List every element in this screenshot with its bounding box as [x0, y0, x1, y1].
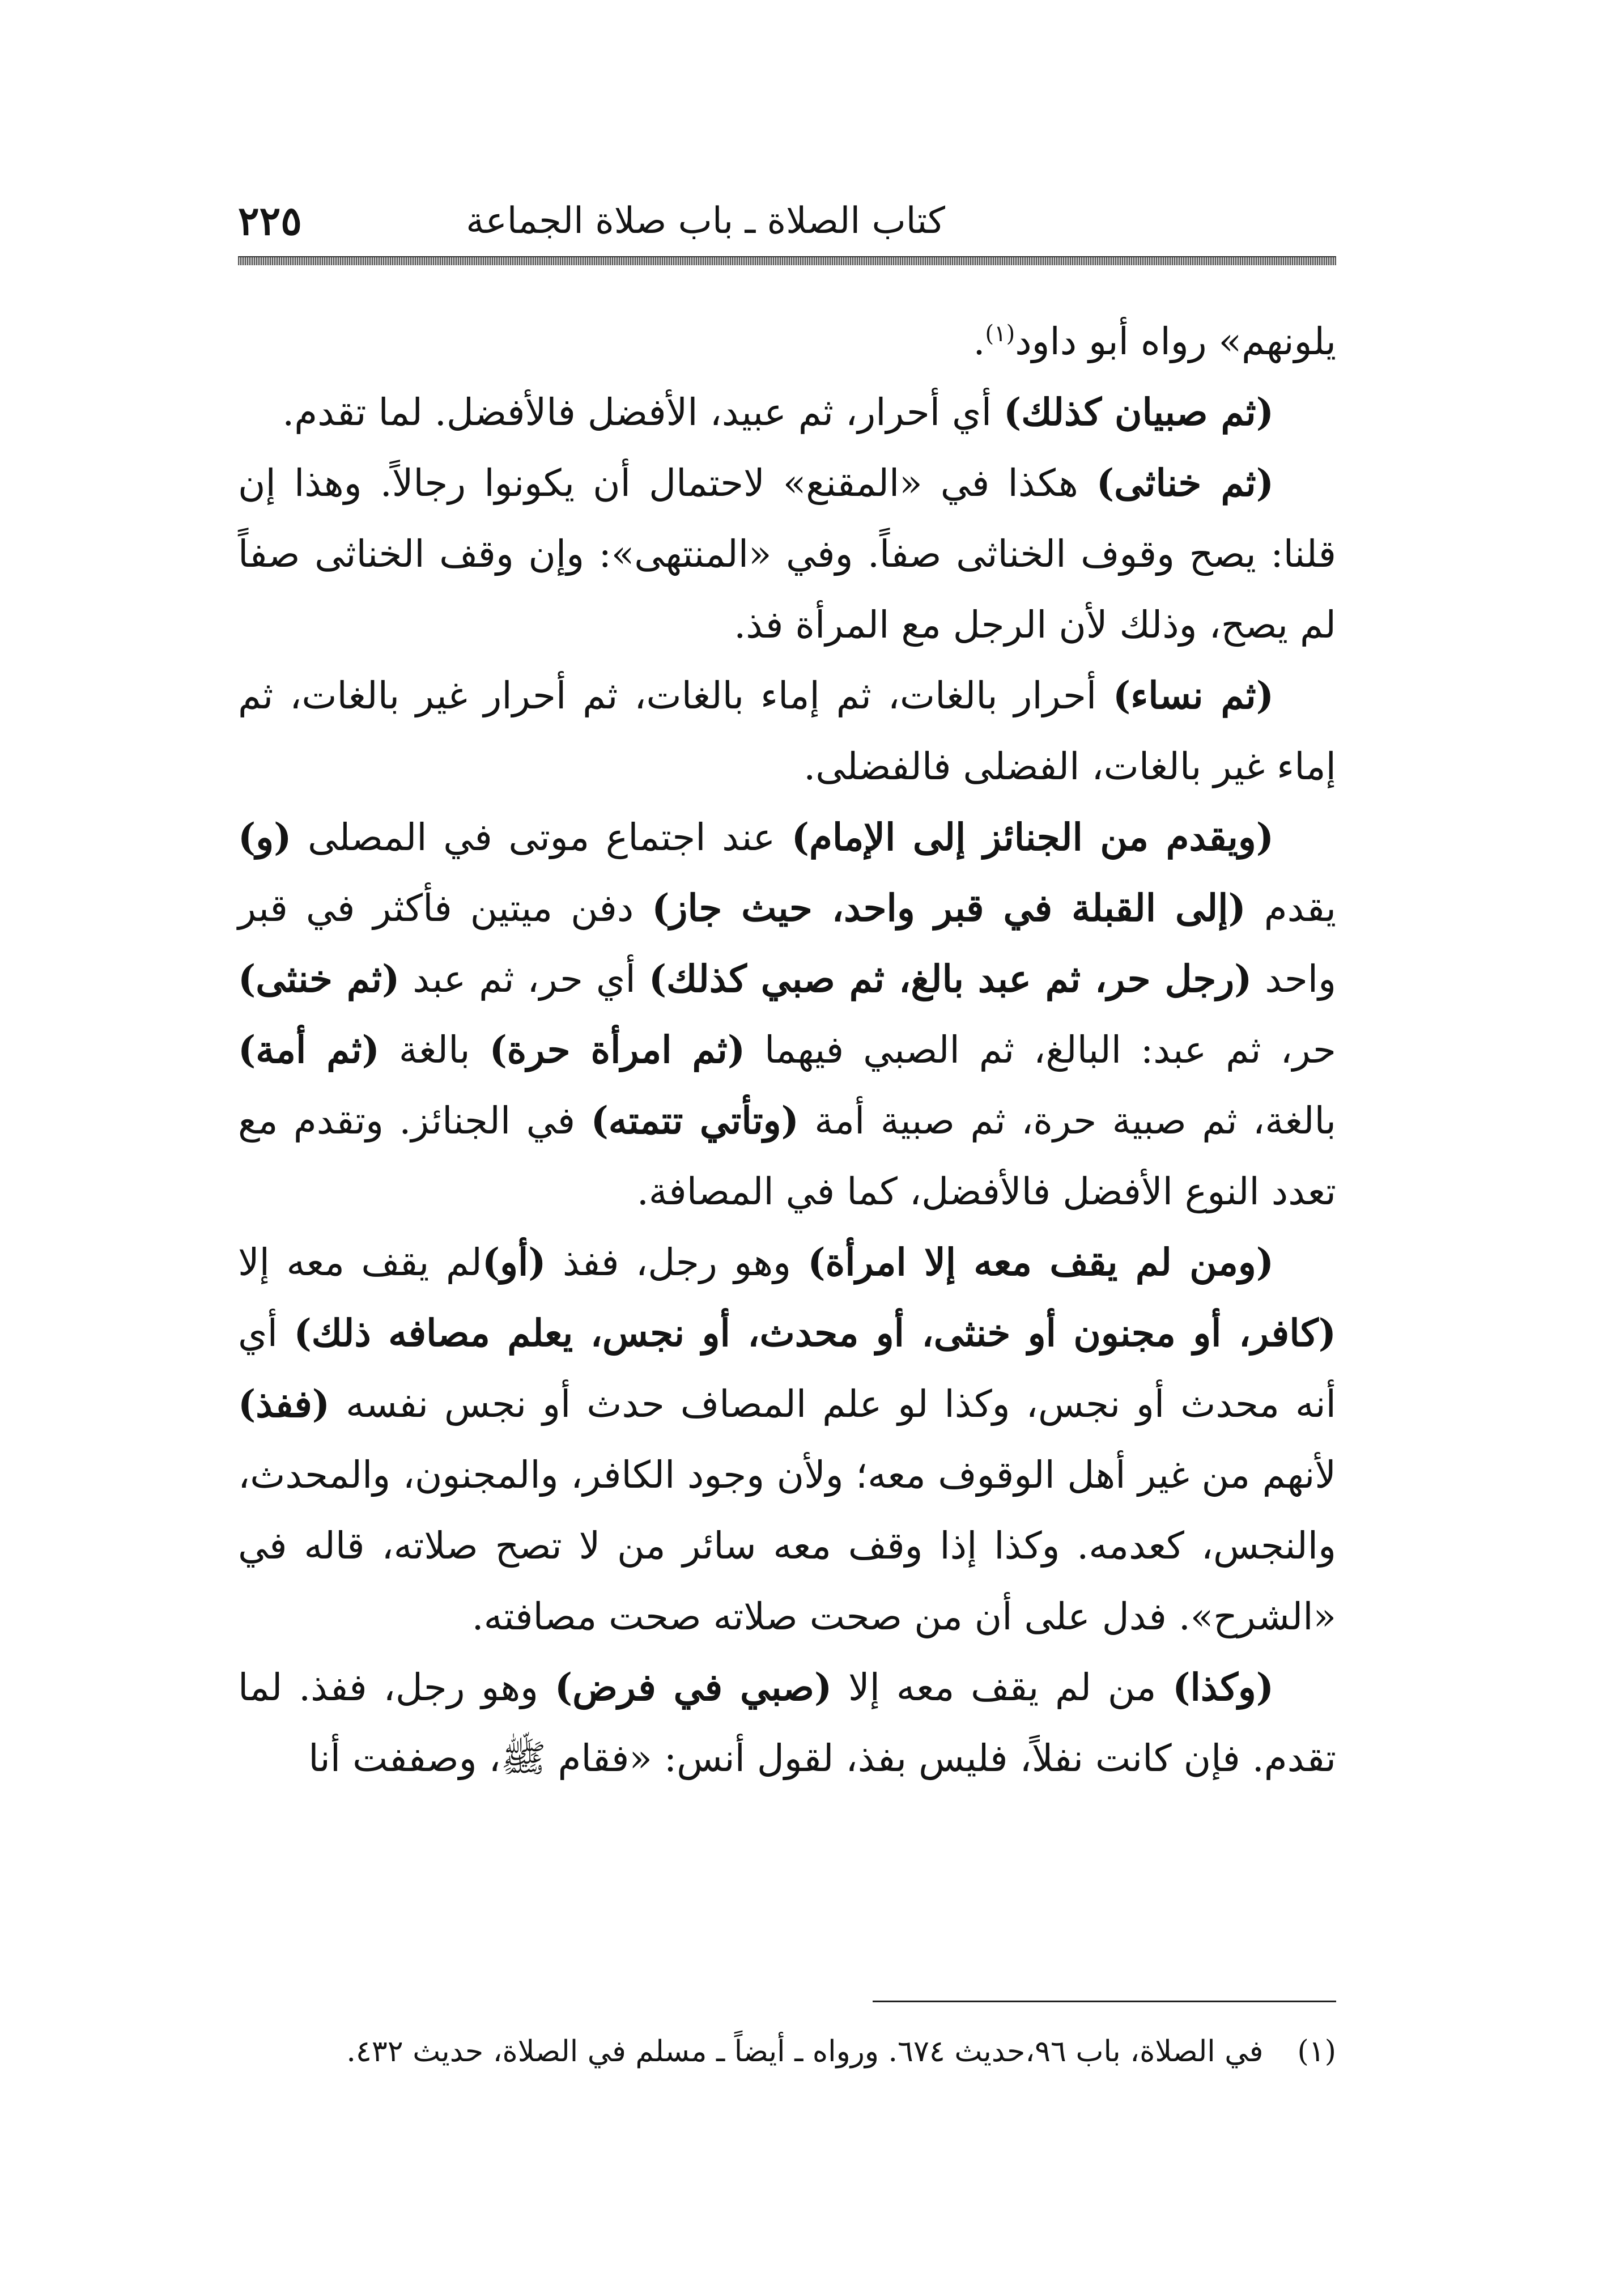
- matn-text: (صبي في فرض): [554, 1665, 832, 1709]
- sharh-text: عند اجتماع موتى في المصلى: [291, 816, 792, 859]
- paragraph: [238, 377, 1336, 448]
- sharh-text: .: [973, 320, 985, 363]
- sharh-text: أي أنه محدث أو نجس، وكذا لو علم المصاف حدث أو نجس نفسه: [238, 1311, 1336, 1426]
- sharh-text: أي أحرار، ثم عبيد، الأفضل فالأفضل. لما تقدم.: [282, 390, 1004, 434]
- footnote-number: (١): [1297, 2035, 1336, 2069]
- sharh-text: بالغة، ثم صبية حرة، ثم صبية أمة: [798, 1099, 1337, 1143]
- matn-text: (رجل حر، ثم عبد بالغ، ثم صبي كذلك): [648, 957, 1252, 1001]
- matn-text: (كافر، أو مجنون أو خنثى، أو محدث، أو نجس، يعلم مصافه ذلك): [294, 1311, 1336, 1355]
- main-text: [238, 306, 1336, 1794]
- chapter-title: كتاب الصلاة ـ باب صلاة الجماعة: [466, 200, 945, 242]
- matn-text: (ويقدم من الجنائز إلى الإمام): [791, 815, 1274, 859]
- footnote-divider: [873, 2001, 1336, 2002]
- sharh-text: يقدم: [1245, 886, 1336, 930]
- matn-text: (وتأتي تتمته): [590, 1098, 799, 1143]
- matn-text: (ثم امرأة حرة): [489, 1027, 746, 1072]
- paragraph: [238, 802, 1336, 1227]
- sharh-text: دفن ميتين فأكثر في قبر واحد: [238, 886, 1336, 1001]
- footnote: [238, 2029, 1336, 2074]
- footnote-text: في الصلاة، باب ٩٦،حديث ٦٧٤. ورواه ـ أيضاً ـ مسلم في الصلاة، حديث ٤٣٢.: [346, 2035, 1264, 2069]
- paragraph: [238, 1652, 1336, 1794]
- sharh-text: بالغة: [379, 1028, 490, 1072]
- page-number: ٢٢٥: [238, 197, 302, 244]
- paragraph: [238, 448, 1336, 660]
- matn-text: (ثم نساء): [1113, 673, 1274, 717]
- matn-text: (وكذا): [1172, 1665, 1274, 1709]
- matn-text: (ومن لم يقف معه إلا امرأة): [807, 1240, 1274, 1284]
- paragraph: [238, 1227, 1336, 1652]
- matn-text: (ففذ): [238, 1382, 330, 1426]
- paragraph: [238, 306, 1336, 377]
- footnote-reference: (١): [985, 321, 1015, 347]
- matn-text: (ثم صبيان كذلك): [1004, 390, 1274, 434]
- sharh-text: من لم يقف معه إلا: [832, 1666, 1173, 1709]
- paragraph: [238, 660, 1336, 802]
- sharh-text: وهو رجل، ففذ: [546, 1241, 808, 1284]
- sharh-text: حر، ثم عبد: البالغ، ثم الصبي فيهما: [745, 1028, 1336, 1072]
- matn-text: (أو): [482, 1240, 546, 1284]
- header-divider: [238, 256, 1336, 265]
- matn-text: (ثم خناثى): [1096, 461, 1274, 505]
- sharh-text: لم يقف معه إلا: [238, 1241, 482, 1284]
- matn-text: (و): [238, 815, 292, 859]
- sharh-text: لأنهم من غير أهل الوقوف معه؛ ولأن وجود الكافر، والمجنون، والمحدث، والنجس، كعدمه. وكذا إذا وقف معه سائر من لا تصح صلاته، قاله في «الشرح». فدل على أن من صحت صلاته صحت مصافته.: [238, 1453, 1336, 1638]
- sharh-text: في الجنائز. وتقدم مع تعدد النوع الأفضل فالأفضل، كما في المصافة.: [238, 1099, 1336, 1213]
- sharh-text: وهو رجل، ففذ. لما تقدم. فإن كانت نفلاً، فليس بفذ، لقول أنس: «فقام ﷺ، وصففت أنا: [238, 1666, 1336, 1780]
- matn-text: (ثم أمة): [238, 1027, 380, 1072]
- running-header: [238, 196, 1336, 247]
- sharh-text: أحرار بالغات، ثم إماء بالغات، ثم أحرار غير بالغات، ثم إماء غير بالغات، الفضلى فالفضلى.: [238, 674, 1336, 788]
- sharh-text: أي حر، ثم عبد: [399, 957, 649, 1001]
- sharh-text: هكذا في «المقنع» لاحتمال أن يكونوا رجالاً. وهذا إن قلنا: يصح وقوف الخناثى صفاً. وفي «المنتهى»: وإن وقف الخناثى صفاً لم يصح، وذلك لأن الرجل مع المرأة فذ.: [238, 461, 1336, 647]
- matn-text: (إلى القبلة في قبر واحد، حيث جاز): [652, 886, 1246, 930]
- matn-text: (ثم خنثى): [238, 957, 400, 1001]
- sharh-text: يلونهم» رواه أبو داود: [1015, 320, 1336, 363]
